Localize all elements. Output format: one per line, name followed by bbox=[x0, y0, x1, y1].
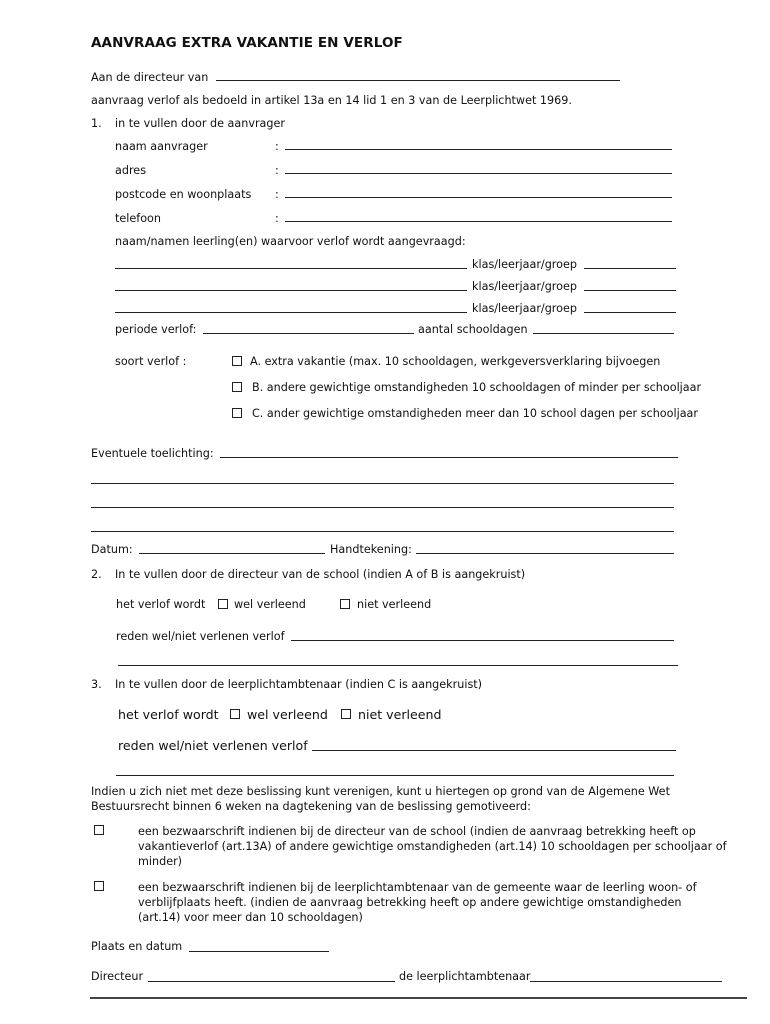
type-a-checkbox[interactable] bbox=[232, 356, 242, 366]
phone-field[interactable] bbox=[285, 221, 672, 222]
section1-heading: in te vullen door de aanvrager bbox=[115, 117, 285, 130]
postcode-field[interactable] bbox=[285, 197, 672, 198]
s3-granted-checkbox[interactable] bbox=[230, 709, 240, 719]
s2-reason-label: reden wel/niet verlenen verlof bbox=[116, 630, 285, 643]
class-label: klas/leerjaar/groep bbox=[472, 302, 577, 315]
section3-heading: In te vullen door de leerplichtambtenaar (indien C is aangekruist) bbox=[115, 678, 483, 691]
bottom-divider bbox=[90, 997, 747, 999]
field-label-phone: telefoon bbox=[115, 212, 161, 225]
s2-reason-field[interactable] bbox=[291, 640, 674, 641]
type-c-checkbox[interactable] bbox=[232, 408, 242, 418]
field-colon: : bbox=[275, 188, 279, 201]
s2-denied-label: niet verleend bbox=[357, 598, 432, 611]
objection-director-checkbox[interactable] bbox=[94, 825, 104, 835]
explanation-label: Eventuele toelichting: bbox=[91, 447, 214, 460]
objection-officer-text: een bezwaarschrift indienen bij de leerplichtambtenaar van de gemeente waar de leerling woon- of verblijfplaats heeft. (indien de aanvraag betrekking heeft op andere gewichtige omstandigheden (art.14) voor meer dan 10 schooldagen) bbox=[138, 881, 697, 924]
schooldays-label: aantal schooldagen bbox=[418, 323, 528, 336]
director-label: Directeur bbox=[91, 970, 144, 983]
address-field[interactable] bbox=[285, 173, 672, 174]
type-b-checkbox[interactable] bbox=[232, 382, 242, 392]
officer-signature-field[interactable] bbox=[530, 981, 722, 982]
class-label: klas/leerjaar/groep bbox=[472, 280, 577, 293]
student-name-field[interactable] bbox=[115, 312, 467, 313]
students-label: naam/namen leerling(en) waarvoor verlof wordt aangevraagd: bbox=[115, 235, 466, 248]
explanation-line[interactable] bbox=[91, 531, 674, 532]
name-field[interactable] bbox=[285, 149, 672, 150]
page-title: AANVRAAG EXTRA VAKANTIE EN VERLOF bbox=[91, 35, 403, 51]
type-a-label: A. extra vakantie (max. 10 schooldagen, werkgeversverklaring bijvoegen bbox=[250, 355, 661, 368]
student-name-field[interactable] bbox=[115, 268, 467, 269]
addressee-field[interactable] bbox=[216, 80, 620, 81]
s3-reason-field[interactable] bbox=[312, 750, 676, 751]
explanation-line[interactable] bbox=[91, 483, 674, 484]
period-field[interactable] bbox=[203, 333, 414, 334]
s2-reason-line[interactable] bbox=[118, 665, 678, 666]
type-c-label: C. ander gewichtige omstandigheden meer dan 10 school dagen per schooljaar bbox=[252, 407, 699, 420]
schooldays-field[interactable] bbox=[533, 333, 674, 334]
s3-granted-label: wel verleend bbox=[247, 707, 328, 722]
field-colon: : bbox=[275, 212, 279, 225]
class-field[interactable] bbox=[584, 268, 676, 269]
section2-number: 2. bbox=[91, 568, 102, 581]
objection-director-text: een bezwaarschrift indienen bij de directeur van de school (indien de aanvraag betrekking heeft op vakantieverlof (art.13A) of andere gewichtige omstandigheden (art.14) 10 schooldagen per schooljaar of minder) bbox=[138, 825, 727, 868]
field-colon: : bbox=[275, 164, 279, 177]
addressee-label: Aan de directeur van bbox=[91, 71, 209, 84]
section2-heading: In te vullen door de directeur van de school (indien A of B is aangekruist) bbox=[115, 568, 526, 581]
s2-granted-checkbox[interactable] bbox=[218, 599, 228, 609]
signature-label: Handtekening: bbox=[330, 543, 412, 556]
section3-number: 3. bbox=[91, 678, 102, 691]
s2-denied-checkbox[interactable] bbox=[340, 599, 350, 609]
field-colon: : bbox=[275, 140, 279, 153]
explanation-field[interactable] bbox=[220, 457, 678, 458]
student-name-field[interactable] bbox=[115, 290, 467, 291]
s3-reason-label: reden wel/niet verlenen verlof bbox=[118, 738, 308, 753]
s3-denied-checkbox[interactable] bbox=[341, 709, 351, 719]
period-label: periode verlof: bbox=[115, 323, 197, 336]
class-label: klas/leerjaar/groep bbox=[472, 258, 577, 271]
s2-verlof-label: het verlof wordt bbox=[116, 598, 206, 611]
type-b-label: B. andere gewichtige omstandigheden 10 schooldagen of minder per schooljaar bbox=[252, 381, 702, 394]
date-field[interactable] bbox=[139, 553, 325, 554]
field-label-address: adres bbox=[115, 164, 147, 177]
date-label: Datum: bbox=[91, 543, 133, 556]
field-label-name: naam aanvrager bbox=[115, 140, 208, 153]
director-signature-field[interactable] bbox=[148, 981, 395, 982]
type-label: soort verlof : bbox=[115, 355, 187, 368]
intro-text: aanvraag verlof als bedoeld in artikel 13a en 14 lid 1 en 3 van de Leerplichtwet 1969. bbox=[91, 94, 572, 107]
place-date-field[interactable] bbox=[189, 951, 329, 952]
explanation-line[interactable] bbox=[91, 507, 674, 508]
s2-granted-label: wel verleend bbox=[234, 598, 306, 611]
s3-denied-label: niet verleend bbox=[358, 707, 442, 722]
section1-number: 1. bbox=[91, 117, 102, 130]
field-label-postcode: postcode en woonplaats bbox=[115, 188, 252, 201]
s3-verlof-label: het verlof wordt bbox=[118, 707, 219, 722]
objection-text: Indien u zich niet met deze beslissing kunt verenigen, kunt u hiertegen op grond van de Algemene Wet Bestuursrecht binnen 6 weken na dagtekening van de beslissing gemotiveerd: bbox=[91, 785, 670, 813]
class-field[interactable] bbox=[584, 290, 676, 291]
s3-reason-line[interactable] bbox=[116, 775, 674, 776]
place-date-label: Plaats en datum bbox=[91, 940, 183, 953]
officer-label: de leerplichtambtenaar bbox=[399, 970, 531, 983]
signature-field[interactable] bbox=[416, 553, 674, 554]
class-field[interactable] bbox=[584, 312, 676, 313]
objection-officer-checkbox[interactable] bbox=[94, 881, 104, 891]
